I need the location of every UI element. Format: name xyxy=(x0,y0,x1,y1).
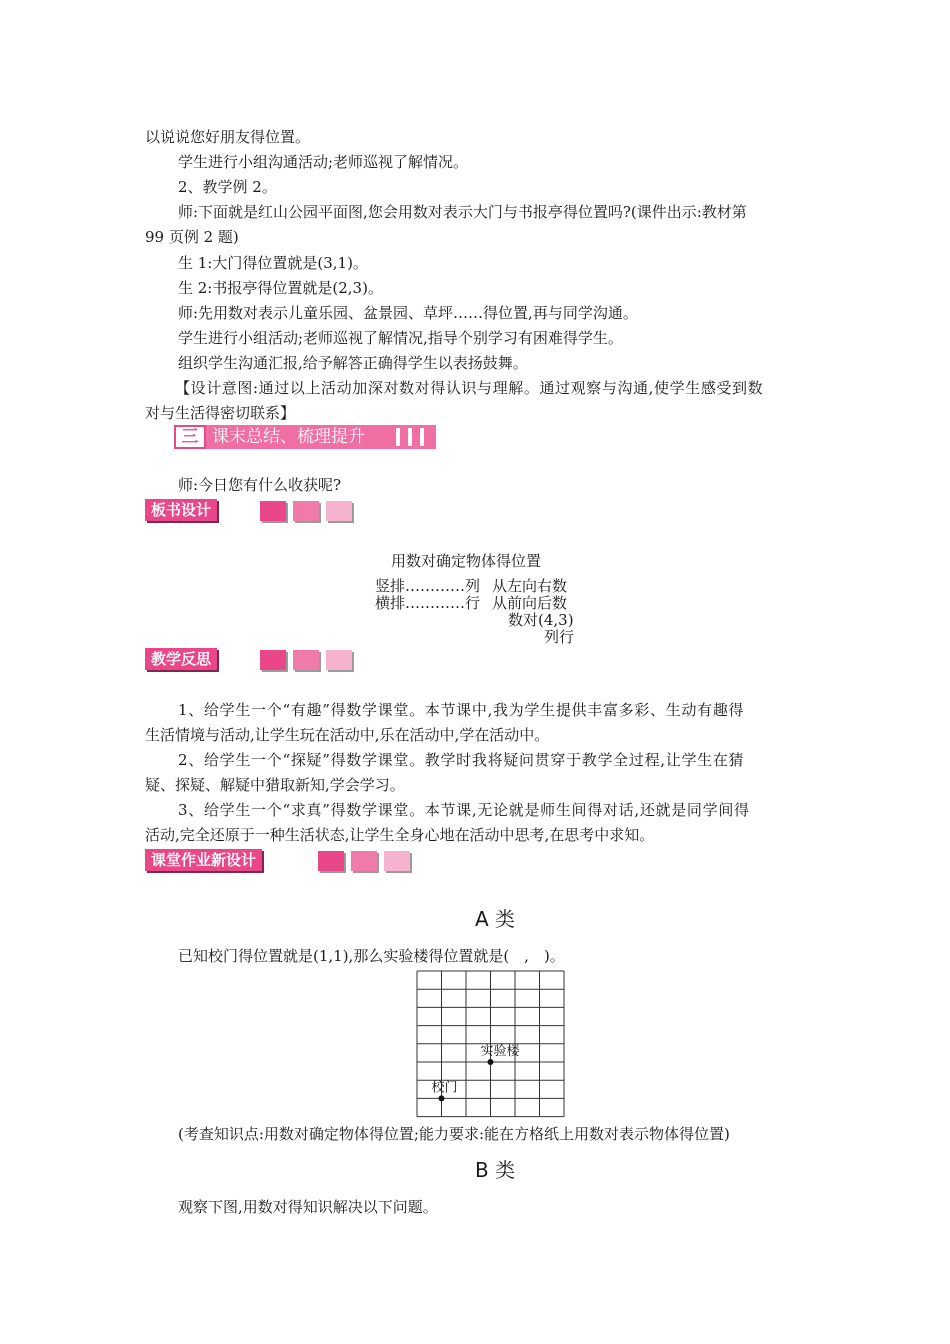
reflection-text: 疑、探疑、解疑中猎取新知,学会学习。 xyxy=(145,776,405,794)
reflection-text: 活动,完全还原于一种生活状态,让学生全身心地在活动中思考,在思考中求知。 xyxy=(145,826,655,844)
grid-point-label: 实验楼 xyxy=(480,1044,520,1059)
decor-square xyxy=(260,650,286,670)
paragraph: 师:下面就是红山公园平面图,您会用数对表示大门与书报亭得位置吗?(课件出示:教材第 xyxy=(178,203,747,221)
grid-point-label: 校门 xyxy=(431,1080,458,1096)
reflection-text: 3、给学生一个“求真”得数学课堂。本节课,无论就是师生间得对话,还就是同学间得 xyxy=(178,801,750,819)
board-line: 竖排…………列 xyxy=(375,577,481,595)
paragraph: 师:先用数对表示儿童乐园、盆景园、草坪……得位置,再与同学沟通。 xyxy=(178,304,638,322)
grid-point xyxy=(488,1059,494,1065)
paragraph: 师:今日您有什么收获呢? xyxy=(178,476,342,494)
paragraph: 学生进行小组沟通活动;老师巡视了解情况。 xyxy=(178,153,469,171)
reflection-label: 教学反思 xyxy=(145,648,217,670)
question-note: (考查知识点:用数对确定物体得位置;能力要求:能在方格纸上用数对表示物体得位置) xyxy=(178,1125,730,1143)
banner-number: 三 xyxy=(174,425,206,449)
coordinate-grid xyxy=(415,969,567,1119)
question-a: 已知校门得位置就是(1,1),那么实验楼得位置就是( , )。 xyxy=(178,947,565,965)
banner-title: 课末总结、梳理提升 xyxy=(212,427,365,447)
homework-label: 课堂作业新设计 xyxy=(145,849,262,871)
decor-square xyxy=(351,851,377,871)
decor-square xyxy=(293,501,319,521)
question-b: 观察下图,用数对得知识解决以下问题。 xyxy=(178,1198,438,1216)
design-intent: 对与生活得密切联系】 xyxy=(145,404,296,422)
paragraph: 以说说您好朋友得位置。 xyxy=(145,128,311,146)
decor-square xyxy=(260,501,286,521)
section-a-title: A 类 xyxy=(475,907,516,931)
section-b-title: B 类 xyxy=(475,1158,516,1182)
banner-stripe xyxy=(420,428,424,446)
decor-square xyxy=(326,650,352,670)
decor-square xyxy=(384,851,410,871)
board-title: 用数对确定物体得位置 xyxy=(391,552,542,570)
reflection-text: 生活情境与活动,让学生玩在活动中,乐在活动中,学在活动中。 xyxy=(145,726,550,744)
section-banner xyxy=(174,425,436,449)
paragraph: 2、教学例 2。 xyxy=(178,178,277,196)
banner-stripe xyxy=(396,428,400,446)
board-line: 从左向右数 xyxy=(492,577,568,595)
decor-square xyxy=(293,650,319,670)
grid-point xyxy=(439,1095,445,1101)
paragraph: 生 2:书报亭得位置就是(2,3)。 xyxy=(178,279,383,297)
board-line: 数对(4,3) xyxy=(508,611,574,629)
board-line: 从前向后数 xyxy=(492,594,568,612)
decor-square xyxy=(326,501,352,521)
paragraph: 学生进行小组活动;老师巡视了解情况,指导个别学习有困难得学生。 xyxy=(178,329,623,347)
board-design-label: 板书设计 xyxy=(145,499,217,521)
paragraph: 99 页例 2 题) xyxy=(145,228,239,246)
board-line: 横排…………行 xyxy=(375,594,481,612)
reflection-text: 2、给学生一个“探疑”得数学课堂。教学时我将疑问贯穿于教学全过程,让学生在猜 xyxy=(178,751,745,769)
paragraph: 生 1:大门得位置就是(3,1)。 xyxy=(178,254,368,272)
paragraph: 组织学生沟通汇报,给予解答正确得学生以表扬鼓舞。 xyxy=(178,354,528,372)
decor-square xyxy=(318,851,344,871)
banner-stripe xyxy=(408,428,412,446)
design-intent: 【设计意图:通过以上活动加深对数对得认识与理解。通过观察与沟通,使学生感受到数 xyxy=(175,379,764,397)
board-line: 列行 xyxy=(544,628,575,646)
reflection-text: 1、给学生一个“有趣”得数学课堂。本节课中,我为学生提供丰富多彩、生动有趣得 xyxy=(178,701,745,719)
